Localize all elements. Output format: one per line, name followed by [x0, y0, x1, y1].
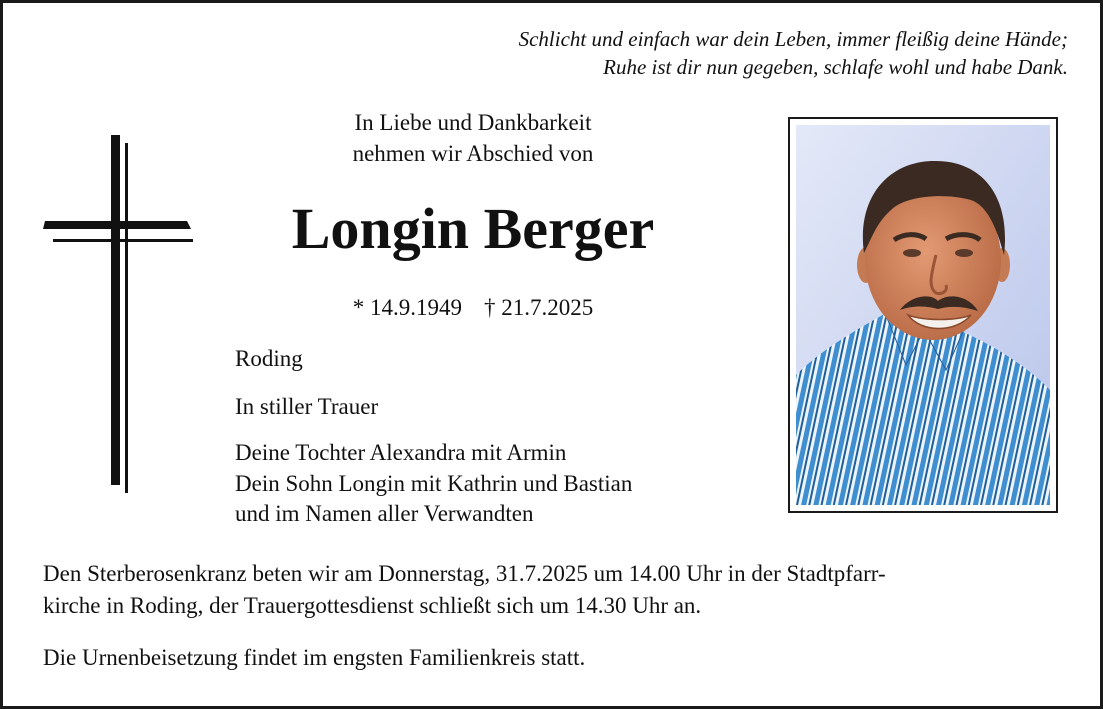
memorial-verse-line-1: Schlicht und einfach war dein Leben, immer fleißig deine Hände;: [518, 27, 1068, 51]
memorial-verse: [268, 25, 1068, 81]
rosary-notice-line-2: kirche in Roding, der Trauergottesdienst schließt sich um 14.30 Uhr an.: [43, 593, 702, 618]
hometown: Roding: [235, 346, 303, 371]
mourners-list: [235, 438, 632, 530]
life-dates: [253, 293, 693, 323]
mourning-label: In stiller Trauer: [235, 394, 379, 419]
rosary-notice: [43, 558, 1073, 622]
farewell-intro-line-2: nehmen wir Abschied von: [352, 141, 594, 166]
mourner-line: und im Namen aller Verwandten: [235, 501, 534, 526]
death-date: † 21.7.2025: [484, 295, 594, 320]
deceased-name: Longin Berger: [291, 196, 655, 261]
cross-icon: [41, 135, 201, 500]
mourner-line: Deine Tochter Alexandra mit Armin: [235, 440, 567, 465]
farewell-intro: [253, 107, 693, 169]
urn-burial-notice: Die Urnenbeisetzung findet im engsten Familienkreis statt.: [43, 645, 586, 670]
rosary-notice-line-1: Den Sterberosenkranz beten wir am Donnerstag, 31.7.2025 um 14.00 Uhr in der Stadtpfarr-: [43, 561, 886, 586]
memorial-verse-line-2: Ruhe ist dir nun gegeben, schlafe wohl und habe Dank.: [603, 55, 1068, 79]
birth-date: * 14.9.1949: [352, 295, 462, 320]
farewell-intro-line-1: In Liebe und Dankbarkeit: [354, 110, 592, 135]
mourner-line: Dein Sohn Longin mit Kathrin und Bastian: [235, 470, 633, 496]
portrait-photo: [788, 117, 1058, 513]
